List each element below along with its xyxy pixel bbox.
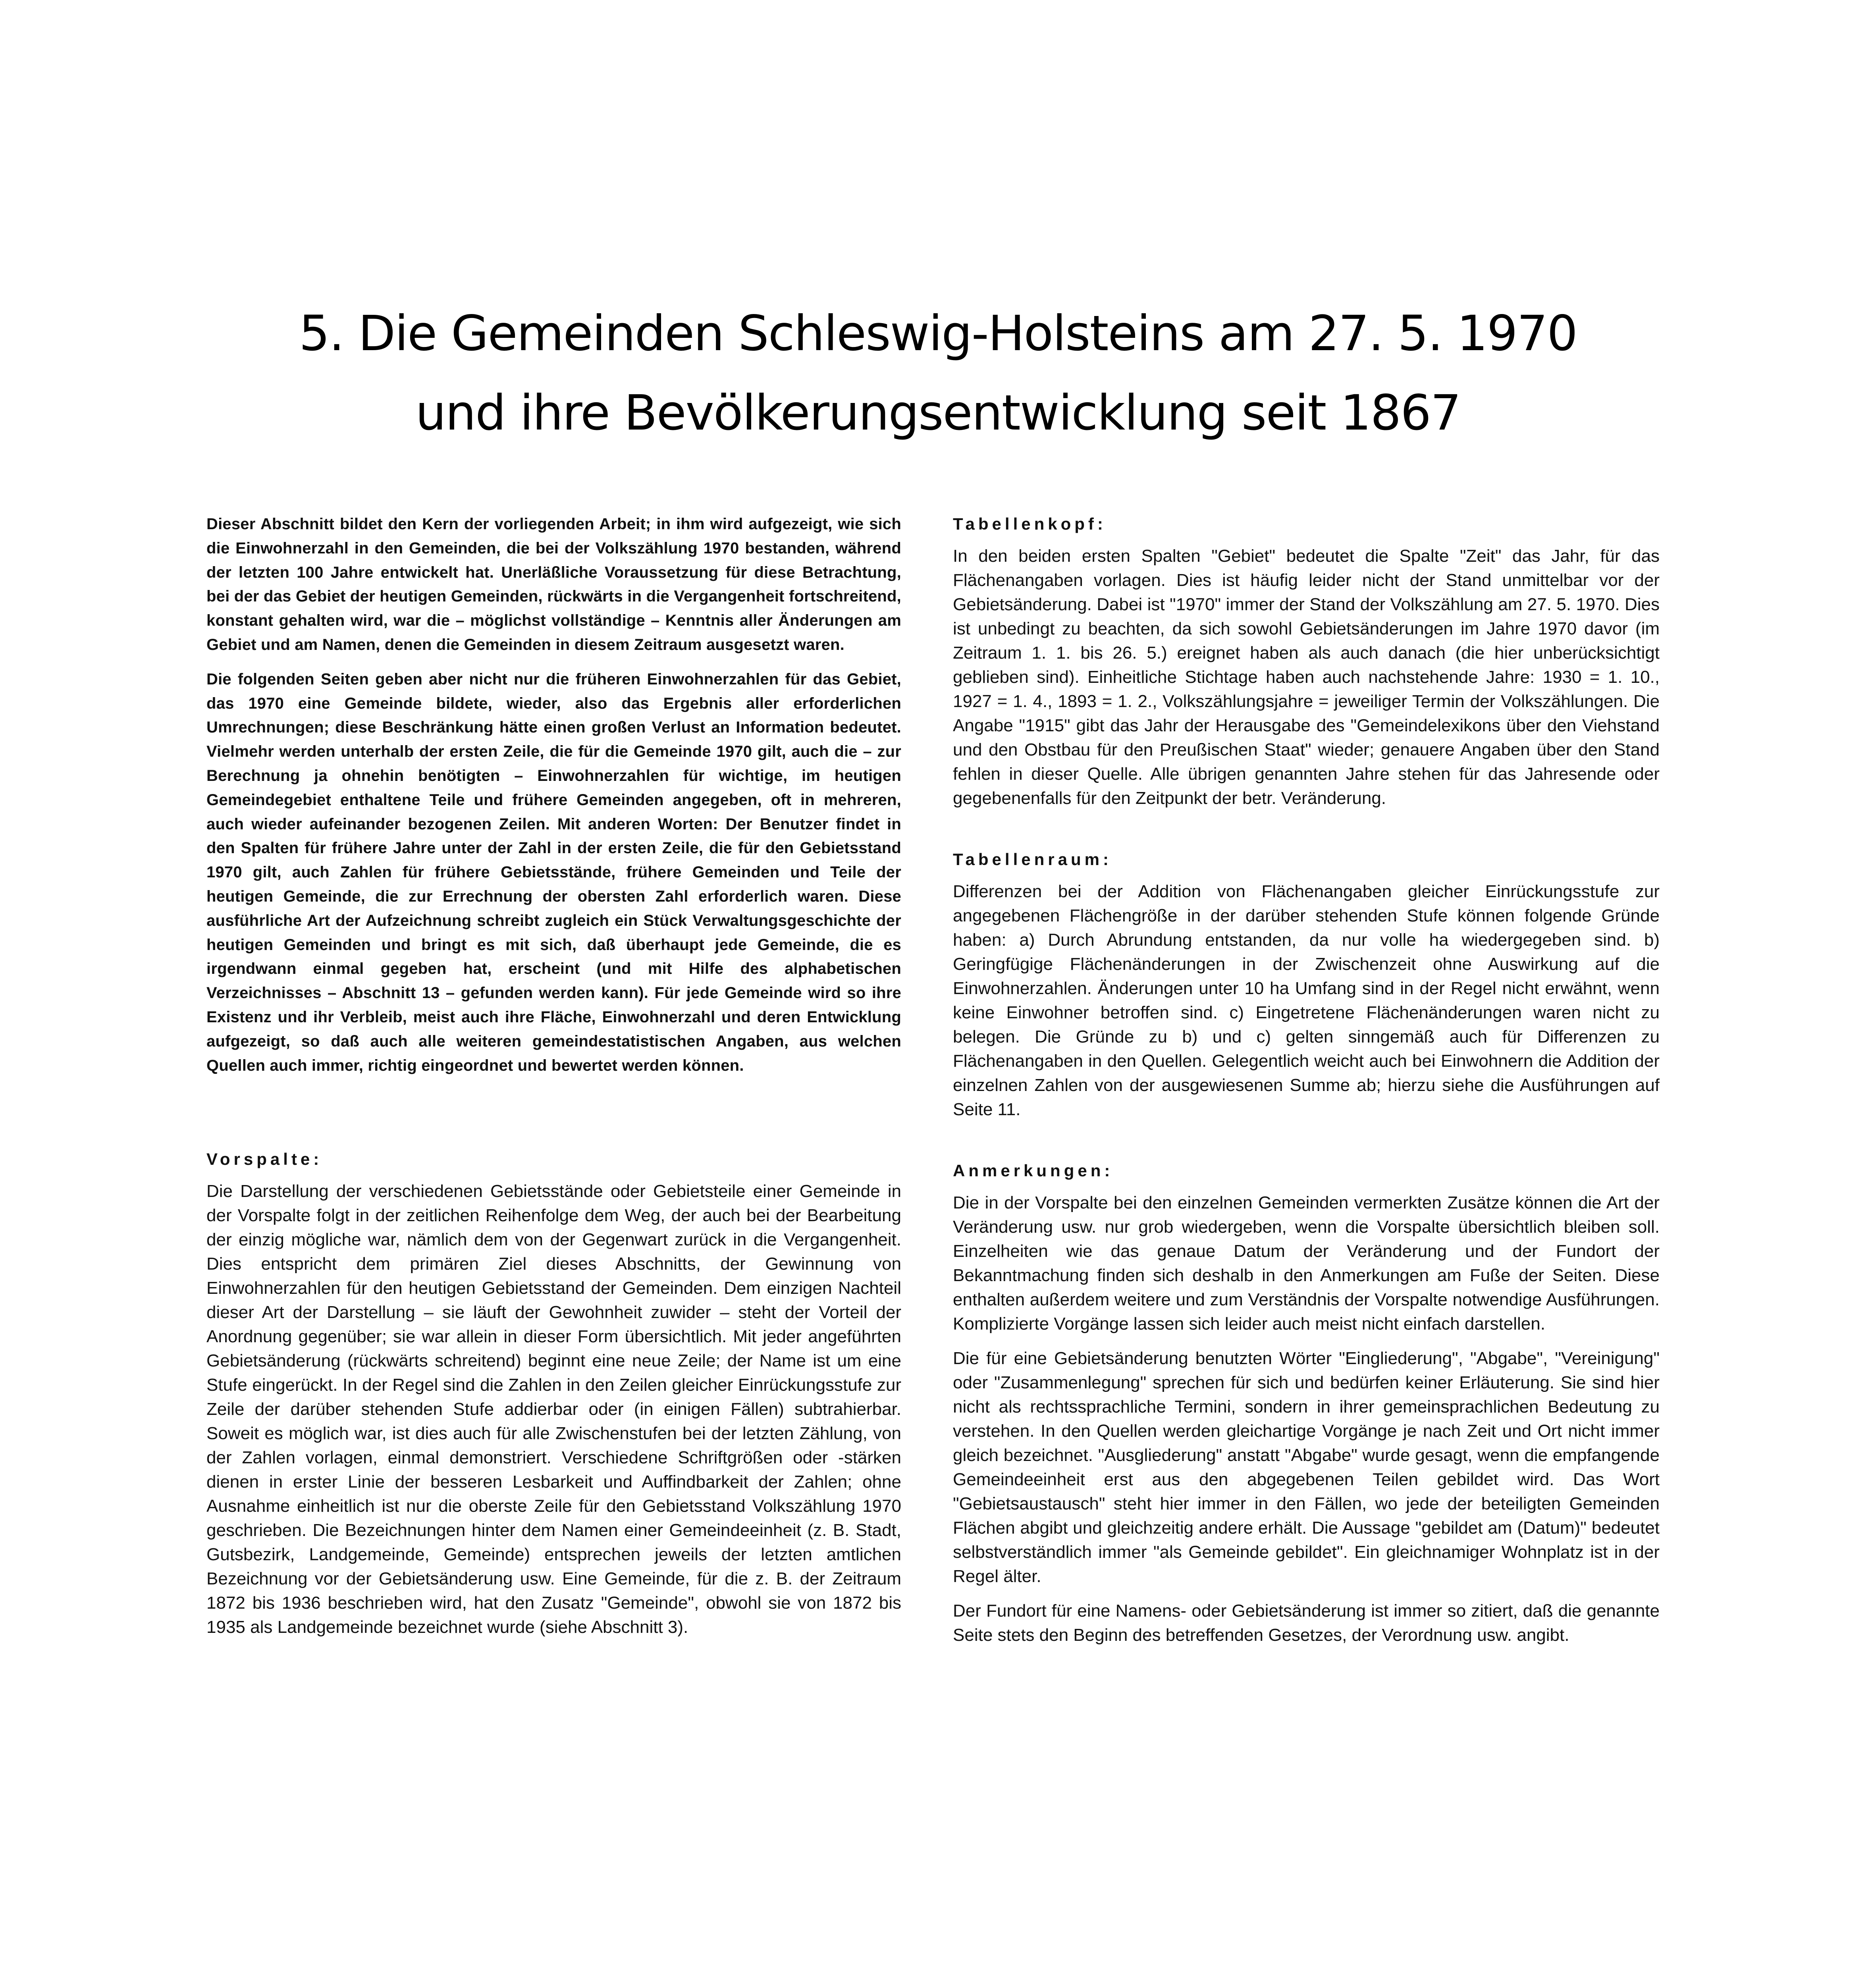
chapter-title-line-2: und ihre Bevölkerungsentwicklung seit 1867 bbox=[415, 385, 1461, 441]
vorspalte-paragraph: Die Darstellung der verschiedenen Gebietsstände oder Gebietsteile einer Gemeinde in der Vorspalte folgt in der zeitlichen Reihenfolge dem Weg, der auch bei der Bearbeitung der einzig mögliche war, nämlich dem von der Gegenwart zurück in die Vergangenheit. Dies entspricht dem primären Ziel dieses Abschnitts, der Gewinnung von Einwohnerzahlen für den heutigen Gebietsstand der Gemeinden. Dem einzigen Nachteil dieser Art der Darstellung – sie läuft der Gewohnheit zuwider – steht der Vorteil der Anordnung gegenüber; sie war allein in dieser Form übersichtlich. Mit jeder angeführten Gebietsänderung (rückwärts schreitend) beginnt eine neue Zeile; der Name ist um eine Stufe eingerückt. In der Regel sind die Zahlen in den Zeilen gleicher Einrückungsstufe zur Zeile der darüber stehenden Stufe addierbar oder (in einigen Fällen) subtrahierbar. Soweit es möglich war, ist dies auch für alle Zwischenstufen bei der letzten Zählung, von der Zahlen vorlagen, einmal demonstriert. Verschiedene Schriftgrößen oder -stärken dienen in erster Linie der besseren Lesbarkeit und Auffindbarkeit der Zahlen; ohne Ausnahme einheitlich ist nur die oberste Zeile für den Gebietsstand Volkszählung 1970 geschrieben. Die Bezeichnungen hinter dem Namen einer Gemeindeeinheit (z. B. Stadt, Gutsbezirk, Landgemeinde, Gemeinde) entsprechen jeweils der letzten amtlichen Bezeichnung vor der Gebietsänderung usw. Eine Gemeinde, für die z. B. der Zeitraum 1872 bis 1936 beschrieben wird, hat den Zusatz "Gemeinde", obwohl sie von 1872 bis 1935 als Landgemeinde bezeichnet wurde (siehe Abschnitt 3). bbox=[206, 1181, 901, 1637]
tabellenkopf-paragraph: In den beiden ersten Spalten "Gebiet" bedeutet die Spalte "Zeit" das Jahr, für das Flächenangaben vorlagen. Dies ist häufig leider nicht der Stand unmittelbar vor der Gebietsänderung. Dabei ist "1970" immer der Stand der Volkszählung am 27. 5. 1970. Dies ist unbedingt zu beachten, da sich sowohl Gebietsänderungen im Jahre 1970 davor (im Zeitraum 1. 1. bis 26. 5.) ereignet haben als auch danach (die hier unberücksichtigt geblieben sind). Einheitliche Stichtage haben auch nachstehende Jahre: 1930 = 1. 10., 1927 = 1. 4., 1893 = 1. 2., Volkszählungsjahre = jeweiliger Termin der Volkszählungen. Die Angabe "1915" gibt das Jahr der Herausgabe des "Gemeindelexikons über den Viehstand und den Obstbau für den Preußischen Staat" wieder; genauere Angaben über den Stand fehlen in dieser Quelle. Alle übrigen genannten Jahre stehen für das Jahresende oder gegebenenfalls für den Zeitpunkt der betr. Veränderung. bbox=[953, 546, 1660, 808]
right-column bbox=[953, 512, 1660, 1657]
anmerkungen-heading: Anmerkungen: bbox=[953, 1161, 1114, 1180]
tabellenraum-paragraph: Differenzen bei der Addition von Flächenangaben gleicher Einrückungsstufe zur angegebenen Flächengröße in der darüber stehenden Stufe können folgende Gründe haben: a) Durch Abrundung entstanden, da nur volle ha wiedergegeben sind. b) Geringfügige Flächenänderungen in der Zwischenzeit ohne Auswirkung auf die Einwohnerzahlen. Änderungen unter 10 ha Umfang sind in der Regel nicht erwähnt, wenn keine Einwohner betroffen sind. c) Eingetretene Flächenänderungen waren nicht zu belegen. Die Gründe zu b) und c) gelten sinngemäß auch für Differenzen zu Flächenangaben in den Quellen. Gelegentlich weicht auch bei Einwohnern die Addition der einzelnen Zahlen von der ausgewiesenen Summe ab; hierzu siehe die Ausführungen auf Seite 11. bbox=[953, 882, 1660, 1119]
anmerkungen-paragraph-2: Die für eine Gebietsänderung benutzten Wörter "Eingliederung", "Abgabe", "Vereinigung" oder "Zusammenlegung" sprechen für sich und bedürfen keiner Erläuterung. Sie sind hier nicht als rechtssprachliche Termini, sondern in ihrer gemeinsprachlichen Bedeutung zu verstehen. In den Quellen werden gleichartige Vorgänge je nach Zeit und Ort nicht immer gleich bezeichnet. "Ausgliederung" anstatt "Abgabe" wurde gesagt, wenn die empfangende Gemeindeeinheit erst aus den abgegebenen Teilen gebildet wird. Das Wort "Gebietsaustausch" steht hier immer in den Fällen, wo jede der beteiligten Gemeinden Flächen abgibt und gleichzeitig andere erhält. Die Aussage "gebildet am (Datum)" bedeutet selbstverständlich immer "als Gemeinde gebildet". Ein gleichnamiger Wohnplatz ist in der Regel älter. bbox=[953, 1349, 1660, 1586]
intro-paragraph-2: Die folgenden Seiten geben aber nicht nur die früheren Einwohnerzahlen für das Gebiet, das 1970 eine Gemeinde bildete, wieder, also das Ergebnis aller erforderlichen Umrechnungen; diese Beschränkung hätte einen großen Verlust an Information bedeutet. Vielmehr werden unterhalb der ersten Zeile, die für die Gemeinde 1970 gilt, auch die – zur Berechnung ja ohnehin benötigten – Einwohnerzahlen für wichtige, im heutigen Gemeindegebiet enthaltene Teile und frühere Gemeinden angegeben, oft in mehreren, auch wieder aufeinander bezogenen Zeilen. Mit anderen Worten: Der Benutzer findet in den Spalten für frühere Jahre unter der Zahl in der ersten Zeile, die für den Gebietsstand 1970 gilt, auch Zahlen für frühere Gebietsstände, frühere Gemeinden und Teile der heutigen Gemeinde, die zur Errechnung der obersten Zahl erforderlich waren. Diese ausführliche Art der Aufzeichnung schreibt zugleich ein Stück Verwaltungsgeschichte der heutigen Gemeinden und bringt es mit sich, daß überhaupt jede Gemeinde, die es irgendwann einmal gegeben hat, erscheint (und mit Hilfe des alphabetischen Verzeichnisses – Abschnitt 13 – gefunden werden kann). Für jede Gemeinde wird so ihre Existenz und ihr Verbleib, meist auch ihre Fläche, Einwohnerzahl und deren Entwicklung aufgezeigt, so daß auch alle weiteren gemeindestatistischen Angaben, aus welchen Quellen auch immer, richtig eingeordnet und bewertet werden können. bbox=[206, 670, 901, 1074]
tabellenraum-heading: Tabellenraum: bbox=[953, 850, 1112, 869]
intro-paragraph-1: Dieser Abschnitt bildet den Kern der vorliegenden Arbeit; in ihm wird aufgezeigt, wie sich die Einwohnerzahl in den Gemeinden, die bei der Volkszählung 1970 bestanden, während der letzten 100 Jahre entwickelt hat. Unerläßliche Voraussetzung für diese Betrachtung, bei der das Gebiet der heutigen Gemeinden, rückwärts in die Vergangenheit fortschreitend, konstant gehalten wird, war die – möglichst vollständige – Kenntnis aller Änderungen am Gebiet und am Namen, denen die Gemeinden in diesem Zeitraum ausgesetzt waren. bbox=[206, 515, 901, 653]
tabellenkopf-heading: Tabellenkopf: bbox=[953, 515, 1107, 533]
vorspalte-heading: Vorspalte: bbox=[206, 1150, 323, 1169]
left-column bbox=[206, 512, 901, 1650]
anmerkungen-paragraph-3: Der Fundort für eine Namens- oder Gebietsänderung ist immer so zitiert, daß die genannte Seite stets den Beginn des betreffenden Gesetzes, der Verordnung usw. angibt. bbox=[953, 1601, 1660, 1645]
anmerkungen-paragraph-1: Die in der Vorspalte bei den einzelnen Gemeinden vermerkten Zusätze können die Art der Veränderung usw. nur grob wiedergeben, wenn die Vorspalte übersichtlich bleiben soll. Einzelheiten wie das genaue Datum der Veränderung und der Fundort der Bekanntmachung finden sich deshalb in den Anmerkungen am Fuße der Seiten. Diese enthalten außerdem weitere und zum Verständnis der Vorspalte notwendige Ausführungen. Komplizierte Vorgänge lassen sich leider auch meist nicht einfach darstellen. bbox=[953, 1193, 1660, 1334]
chapter-title-line-1: 5. Die Gemeinden Schleswig-Holsteins am 27. 5. 1970 bbox=[299, 305, 1577, 362]
chapter-title bbox=[119, 294, 1757, 453]
